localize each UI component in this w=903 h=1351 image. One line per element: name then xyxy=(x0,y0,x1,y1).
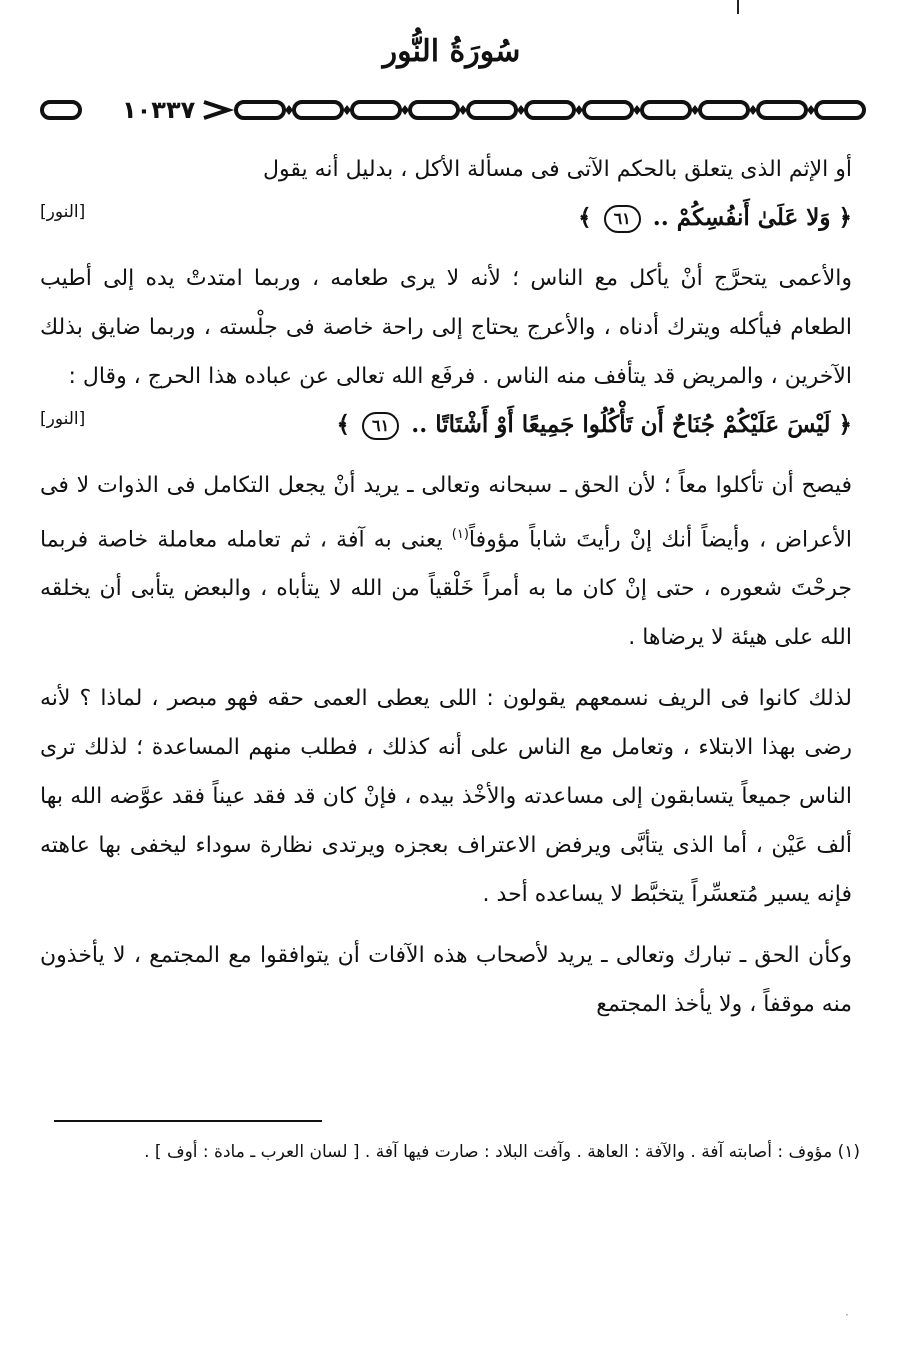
verse-open-bracket: ﴿ xyxy=(838,204,852,231)
verse-source: [النور] xyxy=(40,202,86,222)
paragraph-3 xyxy=(40,461,852,662)
ayah-number-badge: ٦١ xyxy=(362,412,399,440)
chain-diamond xyxy=(343,105,351,115)
chain-link xyxy=(758,102,806,118)
chain-diamond xyxy=(459,105,467,115)
main-text xyxy=(40,145,852,1029)
paragraph-3-text-b: يعنى به آفة ، ثم تعامله معاملة خاصة فربما جرحْتَ شعوره ، حتى إنْ كان ما به أمراً خَلْقياً من الله لا يتأباه ، والبعض يتأبى أن يخلقه الله على هيئة لا يرضاها . xyxy=(40,527,852,651)
footnote: (١) مؤوف : أصابته آفة . والآفة : العاهة . وآفت البلاد : صارت فيها آفة . [ لسان العرب ـ مادة : أوف ] . xyxy=(144,1142,860,1162)
paragraph-4: لذلك كانوا فى الريف نسمعهم يقولون : اللى يعطى العمى حقه فهو مبصر ، لماذا ؟ لأنه رضى بهذا الابتلاء ، وتعامل مع الناس على أنه كذلك ، فطلب منهم المساعدة ؛ لذلك ترى الناس جميعاً يتسابقون إلى مساعدته والأخْذ بيده ، فإنْ كان قد فقد عيناً فقد عوَّضه الله بها ألف عَيْن ، أما الذى يتأبَّى ويرفض الاعتراف بعجزه ويرتدى نظارة سوداء ليخفى بها عاهته فإنه يسير مُتعسِّراً يتخبَّط لا يساعده أحد . xyxy=(40,686,852,908)
chain-diamond xyxy=(807,105,815,115)
chain-link xyxy=(468,102,516,118)
chain-diamond xyxy=(285,105,293,115)
chain-diamond xyxy=(749,105,757,115)
chain-link xyxy=(236,102,284,118)
paragraph-2: والأعمى يتحرَّج أنْ يأكل مع الناس ؛ لأنه لا يرى طعامه ، وربما امتدتْ يده إلى أطيب الطعام فيأكله ويترك أدناه ، والأعرج يحتاج إلى راحة خاصة فى جلْسته ، وربما ضايق بذلك الآخرين ، والمريض قد يتأفف منه الناس . فرفَع الله تعالى عن عباده هذا الحرج ، وقال : xyxy=(40,266,852,389)
verse-open-bracket: ﴿ xyxy=(838,411,852,438)
chain-link xyxy=(700,102,748,118)
verse-quote-2 xyxy=(40,401,852,449)
chain-link xyxy=(410,102,458,118)
ayah-number-badge: ٦١ xyxy=(604,205,641,233)
chain-link xyxy=(294,102,342,118)
paragraph-1: أو الإثم الذى يتعلق بالحكم الآتى فى مسألة الأكل ، بدليل أنه يقول xyxy=(263,157,852,182)
page-number: ١٠٣٣٧ xyxy=(118,92,199,128)
verse-text-1 xyxy=(578,194,852,242)
chain-link xyxy=(42,102,80,118)
chain-diamond xyxy=(517,105,525,115)
paragraph-5: وكأن الحق ـ تبارك وتعالى ـ يريد لأصحاب هذه الآفات أن يتوافقوا مع المجتمع ، لا يأخذون منه موقفاً ، ولا يأخذ المجتمع xyxy=(40,943,852,1018)
corner-mark: · xyxy=(845,1308,849,1322)
header-ornament-chain xyxy=(36,92,871,128)
chain-link xyxy=(352,102,400,118)
chain-link xyxy=(526,102,574,118)
verse-close-bracket: ﴾ xyxy=(578,204,592,231)
verse-close-bracket: ﴾ xyxy=(336,411,351,438)
verse-source: [النور] xyxy=(40,409,86,429)
footnote-separator xyxy=(54,1120,322,1122)
top-edge-mark xyxy=(737,0,739,14)
chain-diamond xyxy=(691,105,699,115)
chain-diamond xyxy=(401,105,409,115)
chain-connector xyxy=(204,102,228,118)
chain-link xyxy=(642,102,690,118)
footnote-reference: (١) xyxy=(451,527,469,542)
verse-words: لَيْسَ عَلَيْكُمْ جُنَاحٌ أَن تَأْكُلُوا جَمِيعًا أَوْ أَشْتَاتًا .. xyxy=(411,411,831,438)
verse-text-2 xyxy=(337,401,852,449)
paragraph-3-text-a: فيصح أن تأكلوا معاً ؛ لأن الحق ـ سبحانه وتعالى ـ يريد أنْ يجعل التكامل فى الذوات لا فى الأعراض ، وأيضاً أنك إنْ رأيتَ شاباً مؤوفاً xyxy=(40,473,852,553)
chain-link xyxy=(816,102,864,118)
verse-words: وَلا عَلَىٰ أَنفُسِكُمْ .. xyxy=(652,204,831,231)
verse-quote-1 xyxy=(40,194,852,242)
chain-diamond xyxy=(575,105,583,115)
chain-link xyxy=(584,102,632,118)
surah-title: سُورَةُ النُّور xyxy=(382,34,521,69)
chain-diamond xyxy=(633,105,641,115)
